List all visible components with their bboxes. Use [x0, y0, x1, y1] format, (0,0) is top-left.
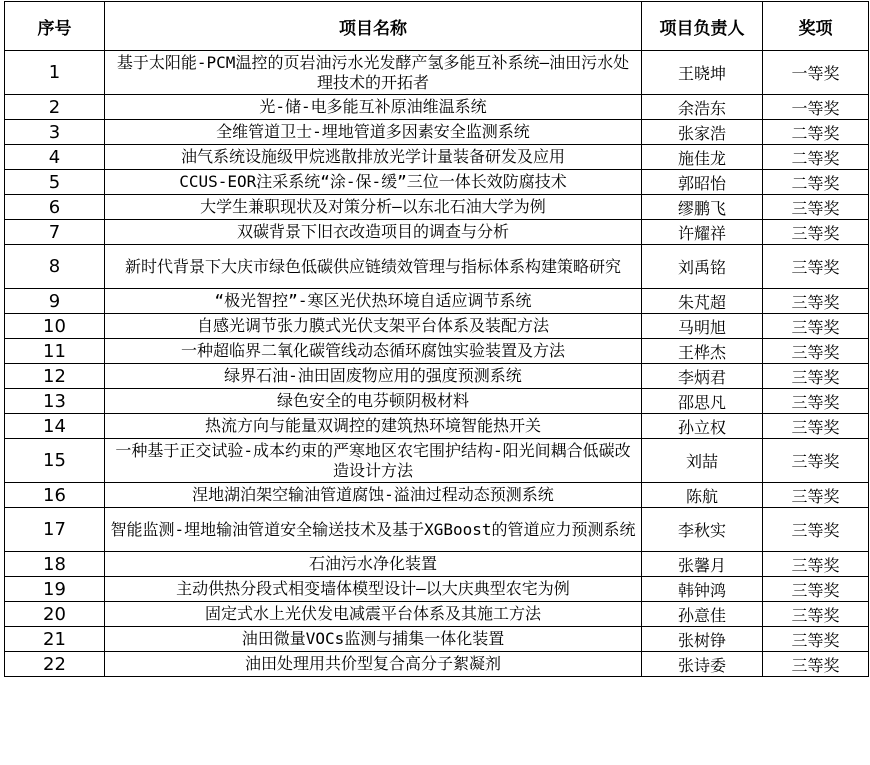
table-row: [5, 145, 869, 170]
serial-number-cell: 5: [5, 170, 105, 195]
award-cell: 二等奖: [763, 170, 869, 195]
award-cell: 三等奖: [763, 289, 869, 314]
serial-number-cell: 9: [5, 289, 105, 314]
project-name-cell: 涅地湖泊架空输油管道腐蚀-溢油过程动态预测系统: [105, 483, 642, 508]
serial-number-cell: 18: [5, 552, 105, 577]
serial-number-cell: 14: [5, 414, 105, 439]
award-cell: 三等奖: [763, 577, 869, 602]
project-name-cell: 基于太阳能-PCM温控的页岩油污水光发酵产氢多能互补系统—油田污水处理技术的开拓者: [105, 51, 642, 95]
award-cell: 三等奖: [763, 195, 869, 220]
project-leader-cell: 刘喆: [642, 439, 763, 483]
project-leader-cell: 马明旭: [642, 314, 763, 339]
award-cell: 三等奖: [763, 483, 869, 508]
serial-number-cell: 13: [5, 389, 105, 414]
serial-number-cell: 8: [5, 245, 105, 289]
project-name-cell: 油气系统设施级甲烷逃散排放光学计量装备研发及应用: [105, 145, 642, 170]
table-row: [5, 577, 869, 602]
project-leader-cell: 朱芃超: [642, 289, 763, 314]
award-cell: 三等奖: [763, 245, 869, 289]
table-row: [5, 289, 869, 314]
award-cell: 二等奖: [763, 120, 869, 145]
serial-number-cell: 3: [5, 120, 105, 145]
project-name-cell: “极光智控”-寒区光伏热环境自适应调节系统: [105, 289, 642, 314]
table-row: [5, 314, 869, 339]
project-leader-cell: 陈航: [642, 483, 763, 508]
award-cell: 一等奖: [763, 95, 869, 120]
serial-number-cell: 6: [5, 195, 105, 220]
project-name-cell: 绿色安全的电芬顿阴极材料: [105, 389, 642, 414]
table-row: [5, 439, 869, 483]
project-name-cell: 智能监测-埋地输油管道安全输送技术及基于XGBoost的管道应力预测系统: [105, 508, 642, 552]
project-name-cell: 油田微量VOCs监测与捕集一体化装置: [105, 627, 642, 652]
project-leader-cell: 邵思凡: [642, 389, 763, 414]
project-leader-cell: 张馨月: [642, 552, 763, 577]
project-name-cell: 固定式水上光伏发电减震平台体系及其施工方法: [105, 602, 642, 627]
project-name-cell: 油田处理用共价型复合高分子絮凝剂: [105, 652, 642, 677]
serial-number-cell: 15: [5, 439, 105, 483]
serial-number-cell: 11: [5, 339, 105, 364]
serial-number-cell: 16: [5, 483, 105, 508]
table-row: [5, 220, 869, 245]
serial-number-cell: 21: [5, 627, 105, 652]
table-row: [5, 552, 869, 577]
project-leader-cell: 李炳君: [642, 364, 763, 389]
table-row: [5, 652, 869, 677]
award-cell: 三等奖: [763, 552, 869, 577]
table-body: [5, 51, 869, 677]
table-row: [5, 195, 869, 220]
project-name-cell: 自感光调节张力膜式光伏支架平台体系及装配方法: [105, 314, 642, 339]
serial-number-cell: 17: [5, 508, 105, 552]
table-row: [5, 602, 869, 627]
serial-number-cell: 7: [5, 220, 105, 245]
table-row: [5, 245, 869, 289]
project-name-cell: 大学生兼职现状及对策分析—以东北石油大学为例: [105, 195, 642, 220]
award-cell: 三等奖: [763, 652, 869, 677]
project-leader-cell: 郭昭怡: [642, 170, 763, 195]
project-name-cell: 热流方向与能量双调控的建筑热环境智能热开关: [105, 414, 642, 439]
table-header: [5, 2, 869, 51]
award-cell: 三等奖: [763, 414, 869, 439]
project-leader-cell: 缪鹏飞: [642, 195, 763, 220]
project-name-cell: CCUS-EOR注采系统“涂-保-缓”三位一体长效防腐技术: [105, 170, 642, 195]
project-name-cell: 双碳背景下旧衣改造项目的调查与分析: [105, 220, 642, 245]
project-leader-cell: 李秋实: [642, 508, 763, 552]
table-row: [5, 170, 869, 195]
project-leader-cell: 张家浩: [642, 120, 763, 145]
serial-number-cell: 2: [5, 95, 105, 120]
project-leader-cell: 许耀祥: [642, 220, 763, 245]
header-project-leader: 项目负责人: [642, 2, 763, 51]
project-name-cell: 全维管道卫士-埋地管道多因素安全监测系统: [105, 120, 642, 145]
serial-number-cell: 19: [5, 577, 105, 602]
table-row: [5, 508, 869, 552]
award-cell: 三等奖: [763, 508, 869, 552]
project-leader-cell: 孙立权: [642, 414, 763, 439]
serial-number-cell: 22: [5, 652, 105, 677]
project-leader-cell: 韩钟鸿: [642, 577, 763, 602]
header-award: 奖项: [763, 2, 869, 51]
serial-number-cell: 1: [5, 51, 105, 95]
serial-number-cell: 12: [5, 364, 105, 389]
project-name-cell: 光-储-电多能互补原油维温系统: [105, 95, 642, 120]
serial-number-cell: 4: [5, 145, 105, 170]
project-leader-cell: 张诗委: [642, 652, 763, 677]
project-leader-cell: 余浩东: [642, 95, 763, 120]
project-name-cell: 一种基于正交试验-成本约束的严寒地区农宅围护结构-阳光间耦合低碳改造设计方法: [105, 439, 642, 483]
awards-table: [4, 1, 869, 677]
award-cell: 三等奖: [763, 364, 869, 389]
table-row: [5, 389, 869, 414]
project-leader-cell: 王晓坤: [642, 51, 763, 95]
table-row: [5, 51, 869, 95]
table-row: [5, 627, 869, 652]
project-leader-cell: 施佳龙: [642, 145, 763, 170]
header-project-name: 项目名称: [105, 2, 642, 51]
award-cell: 三等奖: [763, 314, 869, 339]
project-leader-cell: 王桦杰: [642, 339, 763, 364]
award-cell: 三等奖: [763, 627, 869, 652]
project-name-cell: 石油污水净化装置: [105, 552, 642, 577]
table-row: [5, 414, 869, 439]
header-row: [5, 2, 869, 51]
table-row: [5, 483, 869, 508]
serial-number-cell: 10: [5, 314, 105, 339]
serial-number-cell: 20: [5, 602, 105, 627]
table-row: [5, 339, 869, 364]
award-cell: 二等奖: [763, 145, 869, 170]
project-leader-cell: 张树铮: [642, 627, 763, 652]
award-cell: 三等奖: [763, 439, 869, 483]
project-name-cell: 绿界石油-油田固废物应用的强度预测系统: [105, 364, 642, 389]
project-leader-cell: 孙意佳: [642, 602, 763, 627]
project-name-cell: 一种超临界二氧化碳管线动态循环腐蚀实验装置及方法: [105, 339, 642, 364]
award-cell: 三等奖: [763, 339, 869, 364]
award-cell: 三等奖: [763, 389, 869, 414]
project-name-cell: 新时代背景下大庆市绿色低碳供应链绩效管理与指标体系构建策略研究: [105, 245, 642, 289]
project-leader-cell: 刘禹铭: [642, 245, 763, 289]
table-row: [5, 120, 869, 145]
project-name-cell: 主动供热分段式相变墙体模型设计—以大庆典型农宅为例: [105, 577, 642, 602]
award-cell: 三等奖: [763, 602, 869, 627]
header-serial-number: 序号: [5, 2, 105, 51]
award-cell: 三等奖: [763, 220, 869, 245]
award-cell: 一等奖: [763, 51, 869, 95]
table-row: [5, 364, 869, 389]
table-row: [5, 95, 869, 120]
